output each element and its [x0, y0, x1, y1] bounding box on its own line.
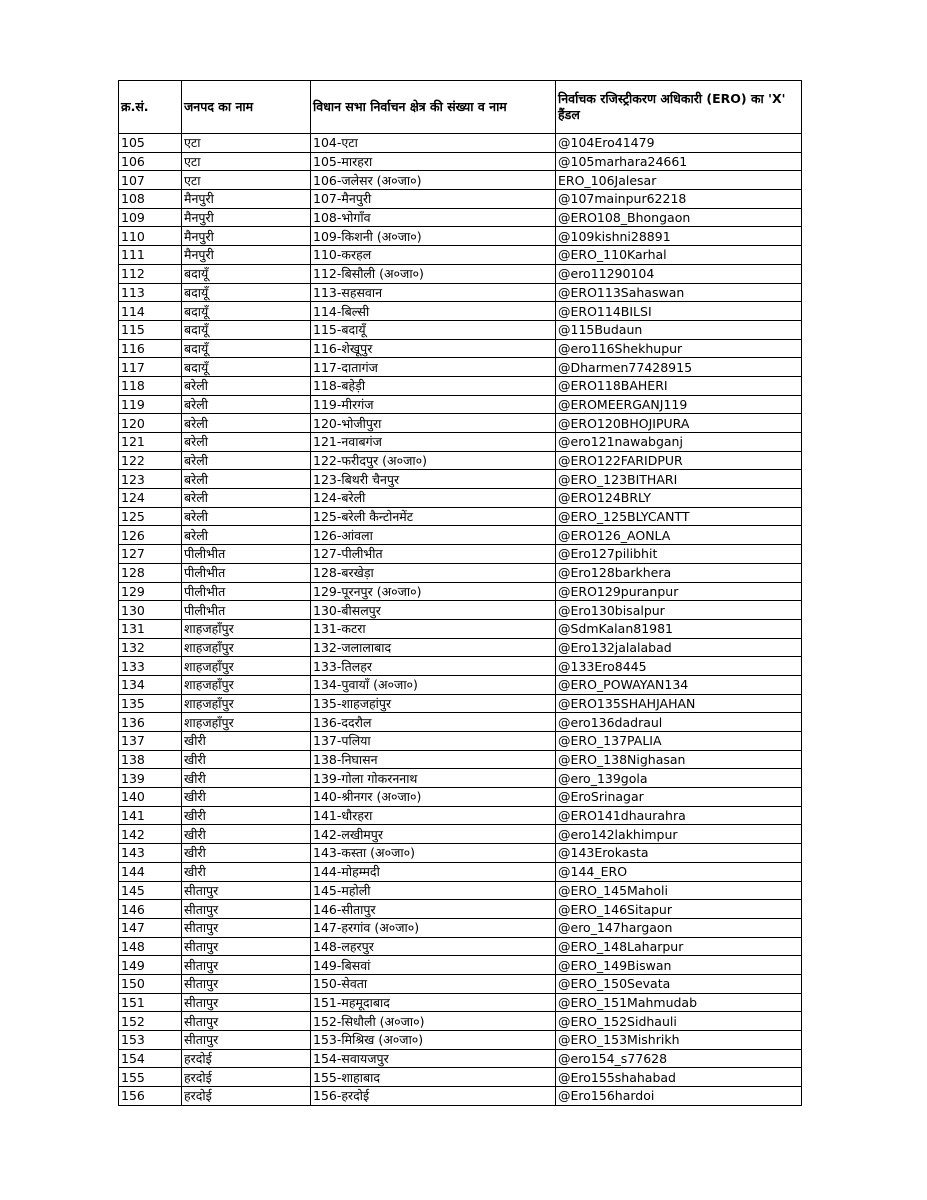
cell-constituency: 108-भोगाँव — [311, 208, 556, 227]
cell-constituency: 154-सवायजपुर — [311, 1049, 556, 1068]
cell-district-name: बरेली — [182, 451, 311, 470]
cell-district-name: सीतापुर — [182, 918, 311, 937]
table-row — [119, 974, 802, 993]
cell-serial-no: 107 — [119, 171, 182, 190]
table-row — [119, 732, 802, 751]
cell-ero-x-handle: @115Budaun — [556, 320, 802, 339]
cell-constituency: 127-पीलीभीत — [311, 545, 556, 564]
cell-ero-x-handle: @ero116Shekhupur — [556, 339, 802, 358]
table-row — [119, 264, 802, 283]
cell-constituency: 153-मिश्रिख (अ०जा०) — [311, 1031, 556, 1050]
cell-ero-x-handle: @ero136dadraul — [556, 713, 802, 732]
cell-ero-x-handle: @ERO_152Sidhauli — [556, 1012, 802, 1031]
cell-district-name: एटा — [182, 152, 311, 171]
cell-district-name: मैनपुरी — [182, 227, 311, 246]
cell-ero-x-handle: @ERO114BILSI — [556, 302, 802, 321]
cell-district-name: खीरी — [182, 750, 311, 769]
cell-ero-x-handle: @ERO120BHOJIPURA — [556, 414, 802, 433]
cell-district-name: बरेली — [182, 376, 311, 395]
cell-district-name: शाहजहाँपुर — [182, 713, 311, 732]
cell-constituency: 112-बिसौली (अ०जा०) — [311, 264, 556, 283]
cell-constituency: 143-कस्ता (अ०जा०) — [311, 844, 556, 863]
cell-serial-no: 112 — [119, 264, 182, 283]
cell-district-name: खीरी — [182, 769, 311, 788]
table-row — [119, 1068, 802, 1087]
cell-ero-x-handle: @ERO135SHAHJAHAN — [556, 694, 802, 713]
cell-serial-no: 135 — [119, 694, 182, 713]
cell-constituency: 149-बिसवां — [311, 956, 556, 975]
table-row — [119, 675, 802, 694]
cell-constituency: 137-पलिया — [311, 732, 556, 751]
cell-serial-no: 156 — [119, 1087, 182, 1106]
cell-ero-x-handle: @ERO_145Maholi — [556, 881, 802, 900]
cell-serial-no: 119 — [119, 395, 182, 414]
cell-ero-x-handle: @ERO108_Bhongaon — [556, 208, 802, 227]
cell-district-name: मैनपुरी — [182, 190, 311, 209]
table-row — [119, 414, 802, 433]
cell-serial-no: 151 — [119, 993, 182, 1012]
cell-constituency: 146-सीतापुर — [311, 900, 556, 919]
cell-constituency: 139-गोला गोकरननाथ — [311, 769, 556, 788]
cell-district-name: बरेली — [182, 395, 311, 414]
cell-ero-x-handle: @Ero132jalalabad — [556, 638, 802, 657]
cell-district-name: हरदोई — [182, 1049, 311, 1068]
cell-ero-x-handle: @ERO_149Biswan — [556, 956, 802, 975]
cell-constituency: 150-सेवता — [311, 974, 556, 993]
cell-district-name: बदायूँ — [182, 264, 311, 283]
cell-district-name: हरदोई — [182, 1087, 311, 1106]
cell-serial-no: 132 — [119, 638, 182, 657]
table-row — [119, 171, 802, 190]
cell-district-name: बरेली — [182, 414, 311, 433]
cell-constituency: 131-कटरा — [311, 619, 556, 638]
cell-serial-no: 149 — [119, 956, 182, 975]
cell-district-name: पीलीभीत — [182, 563, 311, 582]
table-row — [119, 134, 802, 153]
table-row — [119, 1012, 802, 1031]
cell-district-name: सीतापुर — [182, 1031, 311, 1050]
cell-constituency: 132-जलालाबाद — [311, 638, 556, 657]
cell-serial-no: 127 — [119, 545, 182, 564]
cell-serial-no: 141 — [119, 806, 182, 825]
table-row — [119, 582, 802, 601]
cell-ero-x-handle: @ERO_138Nighasan — [556, 750, 802, 769]
cell-serial-no: 142 — [119, 825, 182, 844]
table-row — [119, 302, 802, 321]
table-row — [119, 619, 802, 638]
table-row — [119, 339, 802, 358]
cell-ero-x-handle: ERO_106Jalesar — [556, 171, 802, 190]
cell-serial-no: 148 — [119, 937, 182, 956]
table-header-row — [119, 81, 802, 134]
cell-district-name: पीलीभीत — [182, 601, 311, 620]
cell-district-name: शाहजहाँपुर — [182, 694, 311, 713]
cell-serial-no: 138 — [119, 750, 182, 769]
cell-constituency: 147-हरगांव (अ०जा०) — [311, 918, 556, 937]
table-row — [119, 358, 802, 377]
cell-district-name: सीतापुर — [182, 881, 311, 900]
cell-constituency: 148-लहरपुर — [311, 937, 556, 956]
cell-constituency: 115-बदायूँ — [311, 320, 556, 339]
cell-district-name: मैनपुरी — [182, 246, 311, 265]
table-row — [119, 507, 802, 526]
table-row — [119, 526, 802, 545]
table-row — [119, 806, 802, 825]
cell-ero-x-handle: @ero_139gola — [556, 769, 802, 788]
cell-district-name: शाहजहाँपुर — [182, 675, 311, 694]
cell-ero-x-handle: @ERO126_AONLA — [556, 526, 802, 545]
cell-constituency: 116-शेखूपुर — [311, 339, 556, 358]
cell-serial-no: 143 — [119, 844, 182, 863]
cell-serial-no: 113 — [119, 283, 182, 302]
cell-constituency: 118-बहेड़ी — [311, 376, 556, 395]
cell-ero-x-handle: @EROMEERGANJ119 — [556, 395, 802, 414]
cell-constituency: 107-मैनपुरी — [311, 190, 556, 209]
table-row — [119, 227, 802, 246]
cell-constituency: 122-फरीदपुर (अ०जा०) — [311, 451, 556, 470]
cell-ero-x-handle: @144_ERO — [556, 862, 802, 881]
table-row — [119, 545, 802, 564]
cell-ero-x-handle: @Ero156hardoi — [556, 1087, 802, 1106]
cell-ero-x-handle: @Ero128barkhera — [556, 563, 802, 582]
cell-district-name: एटा — [182, 171, 311, 190]
cell-ero-x-handle: @ERO_150Sevata — [556, 974, 802, 993]
cell-ero-x-handle: @109kishni28891 — [556, 227, 802, 246]
cell-ero-x-handle: @ero11290104 — [556, 264, 802, 283]
cell-serial-no: 150 — [119, 974, 182, 993]
table-row — [119, 713, 802, 732]
cell-district-name: खीरी — [182, 806, 311, 825]
cell-constituency: 105-मारहरा — [311, 152, 556, 171]
cell-constituency: 120-भोजीपुरा — [311, 414, 556, 433]
cell-district-name: सीतापुर — [182, 956, 311, 975]
cell-serial-no: 147 — [119, 918, 182, 937]
cell-constituency: 138-निघासन — [311, 750, 556, 769]
cell-ero-x-handle: @ERO_110Karhal — [556, 246, 802, 265]
cell-serial-no: 125 — [119, 507, 182, 526]
table-row — [119, 395, 802, 414]
cell-ero-x-handle: @ERO141dhaurahra — [556, 806, 802, 825]
header-district-name: जनपद का नाम — [182, 81, 311, 134]
cell-district-name: बदायूँ — [182, 320, 311, 339]
cell-ero-x-handle: @ero121nawabganj — [556, 433, 802, 452]
cell-district-name: एटा — [182, 134, 311, 153]
cell-ero-x-handle: @ERO129puranpur — [556, 582, 802, 601]
cell-district-name: बदायूँ — [182, 283, 311, 302]
table-row — [119, 433, 802, 452]
cell-district-name: खीरी — [182, 732, 311, 751]
cell-constituency: 142-लखीमपुर — [311, 825, 556, 844]
cell-serial-no: 152 — [119, 1012, 182, 1031]
table-row — [119, 750, 802, 769]
cell-serial-no: 136 — [119, 713, 182, 732]
cell-serial-no: 108 — [119, 190, 182, 209]
cell-district-name: खीरी — [182, 788, 311, 807]
cell-serial-no: 140 — [119, 788, 182, 807]
table-row — [119, 900, 802, 919]
cell-serial-no: 144 — [119, 862, 182, 881]
cell-district-name: हरदोई — [182, 1068, 311, 1087]
cell-serial-no: 117 — [119, 358, 182, 377]
cell-serial-no: 114 — [119, 302, 182, 321]
header-constituency: विधान सभा निर्वाचन क्षेत्र की संख्या व नाम — [311, 81, 556, 134]
cell-district-name: बरेली — [182, 433, 311, 452]
cell-constituency: 123-बिथरी चैनपुर — [311, 470, 556, 489]
table-row — [119, 190, 802, 209]
cell-serial-no: 111 — [119, 246, 182, 265]
cell-district-name: शाहजहाँपुर — [182, 657, 311, 676]
cell-district-name: खीरी — [182, 862, 311, 881]
table-row — [119, 657, 802, 676]
table-row — [119, 1087, 802, 1106]
cell-ero-x-handle: @143Erokasta — [556, 844, 802, 863]
cell-ero-x-handle: @104Ero41479 — [556, 134, 802, 153]
cell-district-name: बदायूँ — [182, 339, 311, 358]
table-row — [119, 283, 802, 302]
cell-serial-no: 134 — [119, 675, 182, 694]
cell-district-name: शाहजहाँपुर — [182, 638, 311, 657]
cell-constituency: 104-एटा — [311, 134, 556, 153]
table-row — [119, 208, 802, 227]
cell-serial-no: 133 — [119, 657, 182, 676]
cell-constituency: 129-पूरनपुर (अ०जा०) — [311, 582, 556, 601]
cell-serial-no: 105 — [119, 134, 182, 153]
cell-constituency: 126-आंवला — [311, 526, 556, 545]
cell-ero-x-handle: @ERO_123BITHARI — [556, 470, 802, 489]
ero-handles-table — [118, 80, 802, 1106]
cell-ero-x-handle: @ero142lakhimpur — [556, 825, 802, 844]
cell-constituency: 144-मोहम्मदी — [311, 862, 556, 881]
cell-ero-x-handle: @ERO_151Mahmudab — [556, 993, 802, 1012]
table-row — [119, 881, 802, 900]
table-row — [119, 956, 802, 975]
table-row — [119, 694, 802, 713]
cell-ero-x-handle: @ERO113Sahaswan — [556, 283, 802, 302]
cell-constituency: 141-धौरहरा — [311, 806, 556, 825]
cell-ero-x-handle: @EroSrinagar — [556, 788, 802, 807]
cell-serial-no: 123 — [119, 470, 182, 489]
cell-serial-no: 155 — [119, 1068, 182, 1087]
cell-serial-no: 145 — [119, 881, 182, 900]
cell-constituency: 135-शाहजहांपुर — [311, 694, 556, 713]
table-row — [119, 937, 802, 956]
cell-ero-x-handle: @ERO124BRLY — [556, 489, 802, 508]
cell-serial-no: 137 — [119, 732, 182, 751]
cell-serial-no: 139 — [119, 769, 182, 788]
cell-constituency: 130-बीसलपुर — [311, 601, 556, 620]
cell-constituency: 121-नवाबगंज — [311, 433, 556, 452]
cell-ero-x-handle: @SdmKalan81981 — [556, 619, 802, 638]
cell-district-name: सीतापुर — [182, 900, 311, 919]
cell-ero-x-handle: @ERO_146Sitapur — [556, 900, 802, 919]
cell-constituency: 128-बरखेड़ा — [311, 563, 556, 582]
table-row — [119, 993, 802, 1012]
cell-constituency: 156-हरदोई — [311, 1087, 556, 1106]
cell-serial-no: 110 — [119, 227, 182, 246]
cell-district-name: सीतापुर — [182, 1012, 311, 1031]
cell-district-name: पीलीभीत — [182, 582, 311, 601]
cell-district-name: बरेली — [182, 526, 311, 545]
cell-ero-x-handle: @ERO_148Laharpur — [556, 937, 802, 956]
table-row — [119, 825, 802, 844]
cell-ero-x-handle: @ERO_125BLYCANTT — [556, 507, 802, 526]
cell-ero-x-handle: @Ero127pilibhit — [556, 545, 802, 564]
table-row — [119, 470, 802, 489]
table-row — [119, 563, 802, 582]
table-row — [119, 918, 802, 937]
cell-district-name: बरेली — [182, 470, 311, 489]
cell-ero-x-handle: @107mainpur62218 — [556, 190, 802, 209]
table-row — [119, 1031, 802, 1050]
cell-district-name: शाहजहाँपुर — [182, 619, 311, 638]
cell-ero-x-handle: @Ero130bisalpur — [556, 601, 802, 620]
cell-district-name: सीतापुर — [182, 937, 311, 956]
cell-serial-no: 154 — [119, 1049, 182, 1068]
cell-district-name: बदायूँ — [182, 358, 311, 377]
cell-constituency: 140-श्रीनगर (अ०जा०) — [311, 788, 556, 807]
cell-ero-x-handle: @ero_147hargaon — [556, 918, 802, 937]
cell-serial-no: 130 — [119, 601, 182, 620]
cell-ero-x-handle: @ERO122FARIDPUR — [556, 451, 802, 470]
cell-serial-no: 129 — [119, 582, 182, 601]
table-row — [119, 638, 802, 657]
table-row — [119, 376, 802, 395]
cell-ero-x-handle: @105marhara24661 — [556, 152, 802, 171]
cell-serial-no: 116 — [119, 339, 182, 358]
table-row — [119, 601, 802, 620]
cell-ero-x-handle: @ERO_POWAYAN134 — [556, 675, 802, 694]
cell-constituency: 110-करहल — [311, 246, 556, 265]
cell-constituency: 125-बरेली कैन्टोनमेंट — [311, 507, 556, 526]
cell-district-name: पीलीभीत — [182, 545, 311, 564]
cell-district-name: सीतापुर — [182, 974, 311, 993]
cell-district-name: मैनपुरी — [182, 208, 311, 227]
cell-constituency: 155-शाहाबाद — [311, 1068, 556, 1087]
cell-serial-no: 118 — [119, 376, 182, 395]
cell-district-name: खीरी — [182, 825, 311, 844]
cell-district-name: बरेली — [182, 507, 311, 526]
table-row — [119, 451, 802, 470]
cell-constituency: 133-तिलहर — [311, 657, 556, 676]
table-row — [119, 320, 802, 339]
cell-serial-no: 124 — [119, 489, 182, 508]
table-row — [119, 1049, 802, 1068]
cell-serial-no: 109 — [119, 208, 182, 227]
cell-ero-x-handle: @ERO_153Mishrikh — [556, 1031, 802, 1050]
cell-constituency: 113-सहसवान — [311, 283, 556, 302]
cell-constituency: 119-मीरगंज — [311, 395, 556, 414]
cell-constituency: 109-किशनी (अ०जा०) — [311, 227, 556, 246]
table-row — [119, 152, 802, 171]
cell-serial-no: 121 — [119, 433, 182, 452]
cell-ero-x-handle: @Ero155shahabad — [556, 1068, 802, 1087]
table-body — [119, 134, 802, 1106]
cell-constituency: 136-ददरौल — [311, 713, 556, 732]
cell-ero-x-handle: @133Ero8445 — [556, 657, 802, 676]
cell-district-name: बदायूँ — [182, 302, 311, 321]
cell-serial-no: 106 — [119, 152, 182, 171]
table-row — [119, 769, 802, 788]
cell-district-name: खीरी — [182, 844, 311, 863]
cell-serial-no: 122 — [119, 451, 182, 470]
cell-serial-no: 146 — [119, 900, 182, 919]
cell-district-name: बरेली — [182, 489, 311, 508]
cell-ero-x-handle: @ERO_137PALIA — [556, 732, 802, 751]
header-serial-no: क्र.सं. — [119, 81, 182, 134]
cell-constituency: 152-सिधौली (अ०जा०) — [311, 1012, 556, 1031]
cell-constituency: 114-बिल्सी — [311, 302, 556, 321]
header-ero-x-handle: निर्वाचक रजिस्ट्रीकरण अधिकारी (ERO) का 'X' हैंडल — [556, 81, 802, 134]
table-row — [119, 844, 802, 863]
cell-serial-no: 131 — [119, 619, 182, 638]
cell-constituency: 134-पुवायाँ (अ०जा०) — [311, 675, 556, 694]
cell-ero-x-handle: @ERO118BAHERI — [556, 376, 802, 395]
cell-serial-no: 120 — [119, 414, 182, 433]
cell-constituency: 117-दातागंज — [311, 358, 556, 377]
cell-constituency: 124-बरेली — [311, 489, 556, 508]
cell-serial-no: 115 — [119, 320, 182, 339]
cell-constituency: 145-महोली — [311, 881, 556, 900]
cell-serial-no: 128 — [119, 563, 182, 582]
cell-serial-no: 126 — [119, 526, 182, 545]
table-row — [119, 489, 802, 508]
table-row — [119, 788, 802, 807]
cell-constituency: 151-महमूदाबाद — [311, 993, 556, 1012]
cell-serial-no: 153 — [119, 1031, 182, 1050]
cell-ero-x-handle: @Dharmen77428915 — [556, 358, 802, 377]
table-row — [119, 862, 802, 881]
cell-constituency: 106-जलेसर (अ०जा०) — [311, 171, 556, 190]
table-row — [119, 246, 802, 265]
cell-district-name: सीतापुर — [182, 993, 311, 1012]
cell-ero-x-handle: @ero154_s77628 — [556, 1049, 802, 1068]
